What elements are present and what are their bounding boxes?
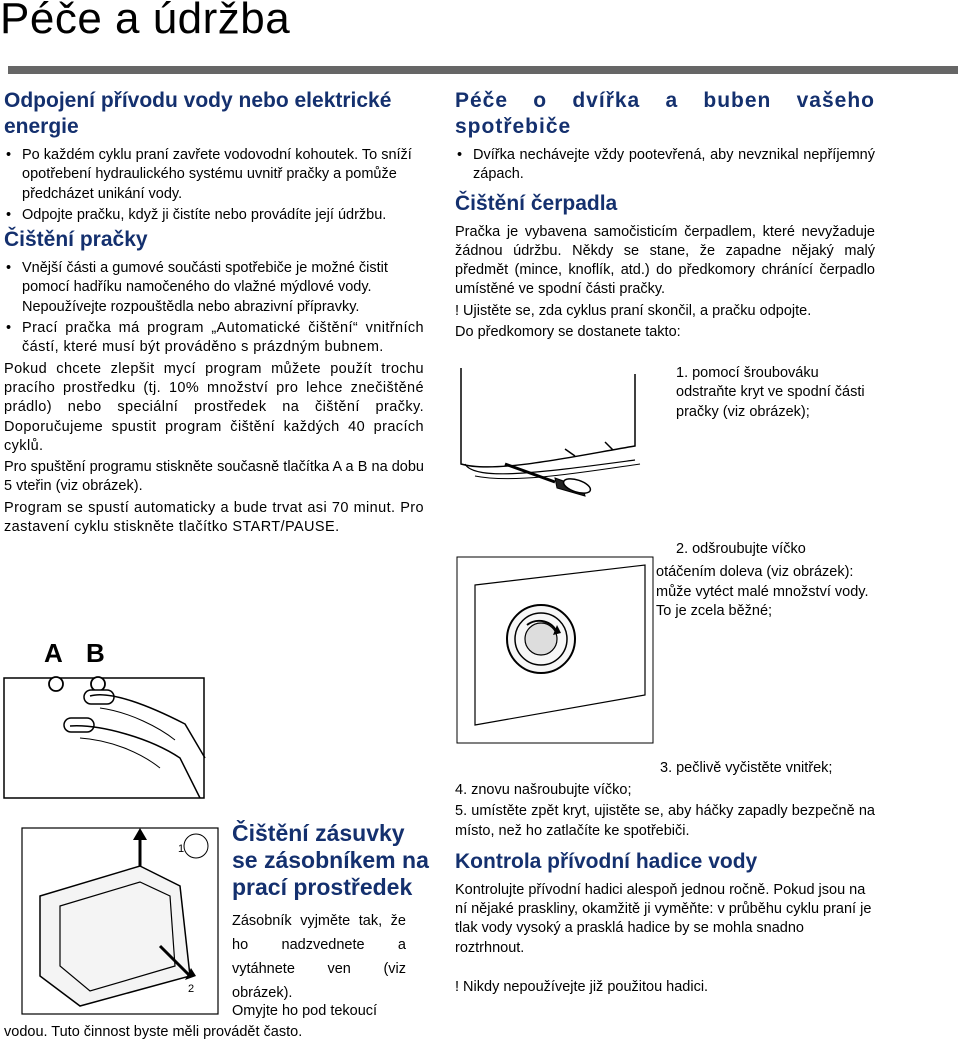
pump-cap-illustration xyxy=(455,555,655,745)
door-bullet-1: • Dvířka nechávejte vždy pootevřená, aby nevznikal nepříjemný zápach. xyxy=(455,146,875,185)
cleaning-bullet-2: • Prací pračka má program „Automatické čištění“ vnitřních částí, které musí být prováděno s prázdným bubnem. xyxy=(4,319,424,358)
pump-step-4: 4. znovu našroubujte víčko; xyxy=(455,782,632,798)
pump-step-2b: otáčením doleva (viz obrázek): může vytéct malé množství vody. To je zcela běžné; xyxy=(656,564,869,619)
label-b: B xyxy=(86,638,105,668)
detergent-drawer-illustration xyxy=(20,826,220,1016)
cleaning-paragraph-3: Program se spustí automaticky a bude trvat asi 70 minut. Pro zastavení cyklu stiskněte tlačítko START/PAUSE. xyxy=(4,499,424,536)
disconnect-bullet-2: • Odpojte pračku, když ji čistíte nebo provádíte její údržbu. xyxy=(4,206,424,225)
drawer-number-1: 1 xyxy=(178,843,185,855)
drawer-paragraph-1: Zásobník vyjměte tak, že ho nadzvednete a vytáhnete ven (viz obrázek). xyxy=(232,913,406,1001)
page-title: Péče a údržba xyxy=(0,0,291,43)
section-title-door-drum: Péče o dvířka a buben vašeho spotřebiče xyxy=(455,89,875,138)
drawer-number-2: 2 xyxy=(188,983,195,995)
pump-step-2a: 2. odšroubujte víčko xyxy=(676,541,806,557)
cleaning-paragraph-1: Pokud chcete zlepšit mycí program můžete použít trochu pracího prostředku (tj. 10% množství pro lehce znečištěné prádlo) nebo speciální prostředek na čištění pračky. Doporučujeme spustit program čištění každých 40 pracích cyklů. xyxy=(4,360,424,454)
section-title-cleaning-washer: Čištění pračky xyxy=(4,228,148,252)
pump-paragraph-2: ! Ujistěte se, zda cyklus praní skončil, a pračku odpojte. xyxy=(455,302,812,319)
pump-step-5: 5. umístěte zpět kryt, ujistěte se, aby háčky zapadly bezpečně na místo, než ho zatlačíte ke spotřebiči. xyxy=(455,803,875,839)
screwdriver-illustration xyxy=(455,364,655,534)
title-rule xyxy=(8,66,958,74)
label-a: A xyxy=(44,638,63,668)
section-title-detergent-drawer: Čištění zásuvky se zásobníkem na prací prostředek xyxy=(232,820,429,900)
pump-paragraph-1: Pračka je vybavena samočisticím čerpadlem, které nevyžaduje žádnou údržbu. Někdy se stane, že zapadne nějaký malý předmět (mince, knoflík, atd.) do předkomory chránící čerpadlo umístěné ve spodní části pračky. xyxy=(455,223,875,298)
drawer-paragraph-2b: vodou. Tuto činnost byste měli provádět často. xyxy=(4,1024,303,1040)
buttons-ab-illustration xyxy=(0,628,220,808)
section-title-disconnect: Odpojení přívodu vody nebo elektrické energie xyxy=(4,89,392,138)
disconnect-bullet-1: • Po každém cyklu praní zavřete vodovodní kohoutek. To sníží opotřebení hydraulického systému uvnitř pračky a pomůže předcházet unikání vody. xyxy=(4,146,424,204)
drawer-paragraph-2a: Omyjte ho pod tekoucí xyxy=(232,1003,378,1019)
pump-step-3: 3. pečlivě vyčistěte vnitřek; xyxy=(660,760,833,776)
section-title-inlet-hose: Kontrola přívodní hadice vody xyxy=(455,849,758,873)
hose-paragraph-2: ! Nikdy nepoužívejte již použitou hadici. xyxy=(455,979,709,996)
hose-paragraph-1: Kontrolujte přívodní hadici alespoň jednou ročně. Pokud jsou na ní nějaké praskliny, okamžitě ji vyměňte: v průběhu cyklu praní je tlak vody vysoký a prasklá hadice by se mohla snadno roztrhnout. xyxy=(455,881,872,956)
pump-step-1: 1. pomocí šroubováku odstraňte kryt ve spodní části pračky (viz obrázek); xyxy=(676,365,865,420)
cleaning-bullet-1: • Vnější části a gumové součásti spotřebiče je možné čistit pomocí hadříku namočeného do vlažné mýdlové vody. Nepoužívejte rozpouštědla nebo abrazivní přípravky. xyxy=(4,259,424,317)
section-title-pump: Čištění čerpadla xyxy=(455,191,618,215)
pump-paragraph-3: Do předkomory se dostanete takto: xyxy=(455,324,681,341)
cleaning-paragraph-2: Pro spuštění programu stiskněte současně tlačítka A a B na dobu 5 vteřin (viz obrázek). xyxy=(4,459,424,495)
